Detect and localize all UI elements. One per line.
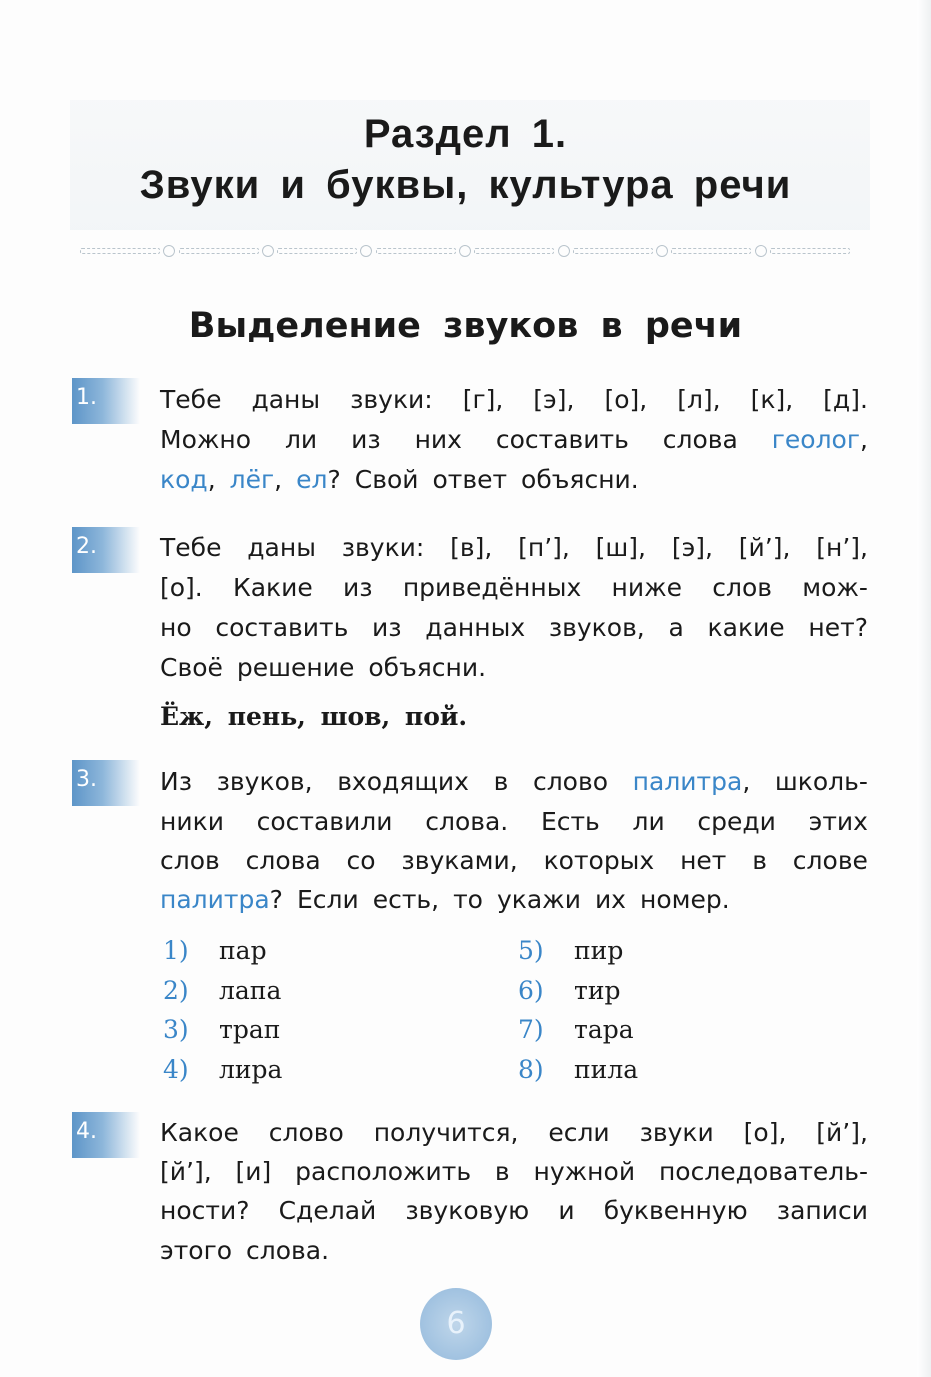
word-text: которых: [543, 846, 655, 875]
word: [521, 465, 639, 495]
word: [659, 1157, 868, 1187]
word: [160, 807, 224, 837]
decorative-divider: [80, 244, 850, 258]
word: [160, 425, 251, 455]
word: [347, 846, 376, 876]
word: [708, 613, 785, 643]
word-text: Есть: [540, 807, 600, 836]
divider-dash: [80, 248, 160, 254]
divider-circle: [163, 245, 175, 257]
word: [751, 385, 794, 415]
word-text: то: [453, 885, 483, 914]
task-2-words: Ёж, пень, шов, пой.: [160, 702, 468, 731]
word: [279, 1196, 377, 1226]
divider-dash: [671, 248, 751, 254]
punctuation: ?: [269, 885, 283, 914]
section-number: Раздел 1.: [363, 112, 568, 156]
word: [257, 807, 393, 837]
word: [217, 767, 313, 797]
word: [712, 573, 772, 603]
word-text: [й’],: [738, 533, 791, 562]
section-title: Звуки и буквы, культура речи: [139, 163, 792, 207]
word-text: из: [372, 613, 402, 642]
word-text: нужной: [533, 1157, 636, 1186]
word: [296, 465, 341, 495]
highlighted-word: геолог: [771, 425, 860, 454]
word-text: а: [668, 613, 684, 642]
word-text: [о].: [160, 573, 203, 602]
word: [233, 573, 313, 603]
word-text: слова.: [425, 807, 509, 836]
option-item: [518, 976, 621, 1005]
task-text-line: [160, 1196, 868, 1226]
word-text: звуков,: [216, 767, 313, 796]
task-text-line: [160, 533, 868, 563]
task-text-line: [160, 425, 868, 455]
word-text: последователь-: [658, 1157, 868, 1186]
punctuation: ,: [207, 465, 216, 494]
word: [739, 533, 791, 563]
word: [160, 465, 216, 495]
word: [677, 385, 720, 415]
task-text-line: [160, 1118, 868, 1148]
word-text: в: [494, 1157, 510, 1186]
divider-dash: [573, 248, 653, 254]
word: [816, 1118, 868, 1148]
word: [432, 465, 507, 495]
word: [237, 653, 354, 683]
divider-dash: [474, 248, 554, 254]
word: [295, 1157, 471, 1187]
option-item: [163, 1055, 282, 1084]
word-text: [п’],: [518, 533, 570, 562]
word-text: [ш],: [595, 533, 647, 562]
word: [450, 533, 492, 563]
word-text: этого: [160, 1236, 233, 1265]
word: [160, 885, 283, 915]
word: [368, 653, 486, 683]
divider-circle: [558, 245, 570, 257]
word-text: в: [493, 767, 509, 796]
word-text: слова: [245, 846, 321, 875]
task-number-badge: 4.: [72, 1112, 140, 1158]
word-text: ники: [160, 807, 224, 836]
word: [403, 573, 581, 603]
word-text: объясни.: [368, 653, 487, 682]
option-number: 3): [163, 1015, 189, 1044]
highlighted-word: палитра: [160, 885, 270, 914]
word: [160, 1236, 232, 1266]
punctuation: ?: [327, 465, 341, 494]
word: [463, 385, 504, 415]
word: [230, 465, 282, 495]
word: [160, 846, 220, 876]
word: [544, 846, 655, 876]
task-text-line: [160, 613, 868, 643]
task-text-line: [160, 653, 868, 683]
task-text-line: [160, 385, 868, 415]
word: [633, 767, 751, 797]
word: [373, 885, 439, 915]
word: [215, 613, 348, 643]
word-text: номер.: [639, 885, 730, 914]
word-text: [г],: [462, 385, 504, 414]
word-text: [к],: [750, 385, 794, 414]
option-word: лапа: [219, 975, 282, 1005]
highlighted-word: код: [160, 465, 208, 494]
word-text: укажи: [496, 885, 581, 914]
word-text: Какие: [232, 573, 313, 602]
word-text: ли: [632, 807, 665, 836]
word: [160, 653, 223, 683]
option-number: 1): [163, 936, 189, 965]
word-text: слова: [662, 425, 738, 454]
word-text: решение: [236, 653, 355, 682]
word-text: слове: [792, 846, 868, 875]
word: [425, 613, 525, 643]
option-item: [518, 936, 623, 965]
word-text: составить: [495, 425, 629, 454]
word: [632, 807, 664, 837]
word-text: Своё: [160, 653, 223, 682]
word-text: звуки: [639, 1118, 714, 1147]
word-text: [в],: [450, 533, 493, 562]
word: [405, 1196, 529, 1226]
option-item: [163, 936, 267, 965]
word-text: из: [351, 425, 381, 454]
word-text: слова.: [246, 1236, 330, 1265]
word-text: них: [414, 425, 462, 454]
word-text: ответ: [432, 465, 508, 494]
word: [697, 807, 776, 837]
word-text: Свой: [354, 465, 419, 494]
word: [548, 1118, 609, 1148]
word-text: нет: [680, 846, 727, 875]
word: [495, 1157, 510, 1187]
punctuation: ,: [742, 767, 751, 796]
word-text: звуков,: [548, 613, 645, 642]
word: [772, 425, 868, 455]
word-text: [о],: [604, 385, 648, 414]
word-text: [э],: [671, 533, 713, 562]
option-number: 6): [518, 975, 544, 1005]
task-number-badge: 1.: [72, 378, 140, 424]
word: [595, 885, 626, 915]
option-item: [163, 976, 281, 1005]
word-text: составили: [256, 807, 393, 836]
word: [497, 885, 581, 915]
divider-circle: [262, 245, 274, 257]
option-item: [518, 1015, 634, 1044]
word: [246, 1236, 329, 1266]
word: [640, 885, 730, 915]
word: [533, 385, 574, 415]
word: [160, 1118, 239, 1148]
punctuation: ,: [860, 425, 868, 454]
word: [549, 613, 645, 643]
task-text-line: [160, 885, 868, 915]
word: [251, 385, 320, 415]
word-text: составить: [215, 613, 349, 642]
word: [680, 846, 726, 876]
word-text: получится,: [373, 1118, 519, 1147]
punctuation: ,: [274, 465, 283, 494]
word: [247, 533, 316, 563]
word: [351, 425, 381, 455]
task-number-badge: 3.: [72, 760, 140, 806]
task-number-badge: 2.: [72, 527, 140, 573]
word: [752, 846, 767, 876]
word: [453, 885, 483, 915]
word: [533, 767, 608, 797]
option-word: трап: [219, 1015, 281, 1044]
word-text: расположить: [295, 1157, 472, 1186]
word-text: записи: [776, 1196, 868, 1225]
word-text: [н’],: [816, 533, 868, 562]
word: [663, 425, 738, 455]
word-text: ниже: [611, 573, 683, 602]
word-text: буквенную: [603, 1196, 748, 1225]
highlighted-word: лёг: [229, 465, 275, 494]
word: [808, 613, 868, 643]
word-text: даны: [247, 533, 316, 562]
word: [612, 573, 683, 603]
task-text-line: [160, 573, 868, 603]
word-text: входящих: [337, 767, 469, 796]
word-text: среди: [697, 807, 776, 836]
word-text: со: [346, 846, 376, 875]
word: [809, 807, 868, 837]
word-text: и: [558, 1196, 575, 1225]
word: [246, 846, 321, 876]
option-word: пар: [219, 936, 267, 965]
option-item: [163, 1015, 280, 1044]
word-text: [э],: [533, 385, 575, 414]
word: [541, 807, 600, 837]
word: [160, 385, 221, 415]
word-text: звуками,: [401, 846, 518, 875]
word: [350, 385, 433, 415]
word: [372, 613, 402, 643]
word-text: объясни.: [521, 465, 639, 494]
option-item: [518, 1055, 638, 1084]
word: [269, 1118, 344, 1148]
word: [160, 613, 192, 643]
option-word: лира: [219, 1054, 283, 1084]
word: [355, 465, 419, 495]
word: [777, 1196, 868, 1226]
topic-title: Выделение звуков в речи: [188, 306, 743, 346]
word: [534, 1157, 636, 1187]
word: [496, 425, 629, 455]
word-text: Какое: [160, 1118, 239, 1147]
word-text: нет?: [808, 613, 868, 642]
option-number: 2): [163, 975, 189, 1005]
option-number: 5): [518, 936, 544, 965]
word-text: даны: [251, 385, 321, 414]
word-text: если: [548, 1118, 610, 1147]
word-text: слов: [712, 573, 773, 602]
word: [343, 573, 373, 603]
option-number: 4): [163, 1054, 189, 1084]
word-text: но: [160, 613, 192, 642]
word-text: Можно: [160, 425, 252, 454]
word: [374, 1118, 519, 1148]
word-text: данных: [425, 613, 526, 642]
word-text: звуки:: [341, 533, 425, 562]
word-text: этих: [808, 807, 868, 836]
option-word: тир: [574, 975, 621, 1005]
word-text: [л],: [677, 385, 721, 414]
word-text: приведённых: [402, 573, 582, 602]
word-text: из: [343, 573, 373, 602]
task-text-line: [160, 807, 868, 837]
word-text: [й’],: [816, 1118, 868, 1147]
divider-dash: [770, 248, 850, 254]
word: [160, 767, 192, 797]
word: [823, 385, 868, 415]
word-text: Сделай: [278, 1196, 377, 1225]
word: [793, 846, 868, 876]
word: [744, 1118, 787, 1148]
word-text: их: [594, 885, 626, 914]
word: [816, 533, 868, 563]
word-text: слово: [532, 767, 609, 796]
word: [604, 1196, 748, 1226]
page-number: 6: [420, 1288, 492, 1360]
word-text: [и]: [235, 1157, 272, 1186]
word: [668, 613, 683, 643]
word-text: Тебе: [160, 385, 222, 414]
divider-circle: [360, 245, 372, 257]
word-text: Тебе: [160, 533, 222, 562]
word-text: звуковую: [405, 1196, 530, 1225]
word: [160, 533, 221, 563]
task-text-line: [160, 1236, 868, 1266]
word-text: Если: [296, 885, 359, 914]
divider-circle: [656, 245, 668, 257]
word: [518, 533, 570, 563]
highlighted-word: ел: [296, 465, 328, 494]
task-text-line: [160, 465, 868, 495]
word-text: есть,: [372, 885, 440, 914]
word: [494, 767, 509, 797]
word-text: Из: [160, 767, 192, 796]
word-text: какие: [707, 613, 785, 642]
word: [415, 425, 462, 455]
word: [604, 385, 647, 415]
task-text-line: [160, 1157, 868, 1187]
task-text-line: [160, 846, 868, 876]
word: [775, 767, 868, 797]
word: [401, 846, 517, 876]
option-word: пир: [574, 936, 624, 965]
highlighted-word: палитра: [632, 767, 743, 796]
option-number: 7): [518, 1015, 544, 1044]
word: [160, 1196, 249, 1226]
word-text: [й’],: [160, 1157, 212, 1186]
task-text-line: [160, 767, 868, 797]
word: [802, 573, 868, 603]
word-text: мож-: [802, 573, 868, 602]
word: [640, 1118, 714, 1148]
option-number: 8): [518, 1054, 544, 1084]
word: [558, 1196, 574, 1226]
divider-circle: [755, 245, 767, 257]
divider-circle: [459, 245, 471, 257]
word-text: в: [752, 846, 767, 875]
word: [160, 1157, 212, 1187]
word-text: ли: [284, 425, 318, 454]
word: [160, 573, 203, 603]
word-text: слов: [160, 846, 220, 875]
divider-dash: [277, 248, 357, 254]
word-text: звуки:: [350, 385, 433, 414]
word-text: школь-: [774, 767, 868, 796]
word: [342, 533, 425, 563]
word-text: ности?: [160, 1196, 250, 1225]
word: [672, 533, 713, 563]
word-text: слово: [268, 1118, 344, 1147]
word: [236, 1157, 272, 1187]
divider-dash: [376, 248, 456, 254]
word: [297, 885, 359, 915]
option-word: пила: [574, 1054, 639, 1084]
word-text: [д].: [823, 385, 868, 414]
divider-dash: [179, 248, 259, 254]
word-text: [о],: [743, 1118, 787, 1147]
word: [425, 807, 508, 837]
word: [596, 533, 646, 563]
word: [285, 425, 317, 455]
option-word: тара: [574, 1015, 634, 1044]
word: [337, 767, 469, 797]
